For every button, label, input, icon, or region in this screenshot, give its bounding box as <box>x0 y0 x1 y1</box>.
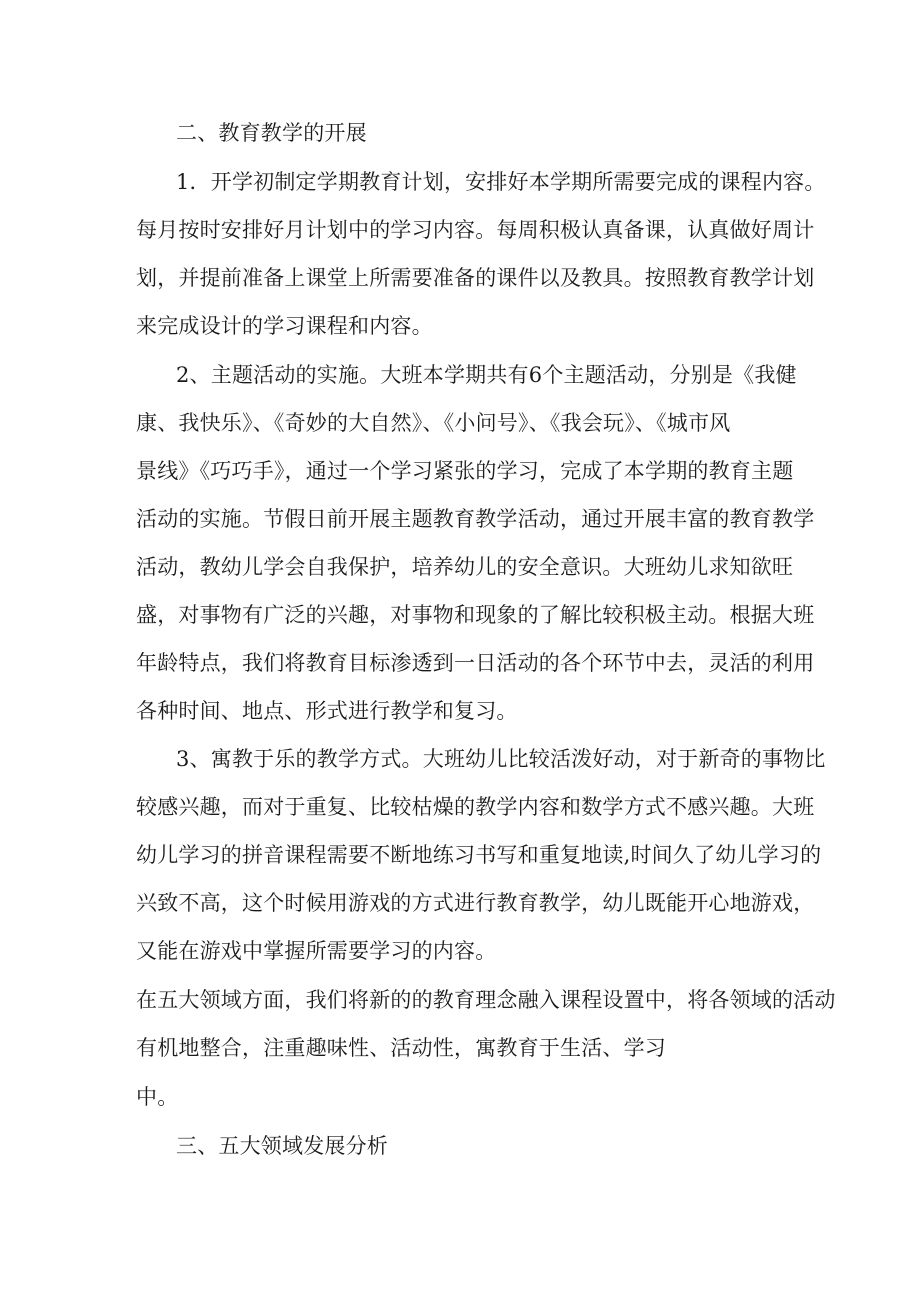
section-heading-2: 二、教育教学的开展 <box>176 121 367 145</box>
paragraph-3-line-3: 幼儿学习的拼音课程需要不断地练习书写和重复地读,时间久了幼儿学习的 <box>136 843 822 867</box>
paragraph-2-line-6: 盛，对事物有广泛的兴趣，对事物和现象的了解比较积极主动。根据大班 <box>136 603 815 627</box>
paragraph-3-line-4: 兴致不高，这个时候用游戏的方式进行教育教学，幼儿既能开心地游戏， <box>136 891 815 915</box>
paragraph-2-line-7: 年龄特点，我们将教育目标渗透到一日活动的各个环节中去，灵活的利用 <box>136 651 815 675</box>
paragraph-4-line-2: 有机地整合，注重趣味性、活动性，寓教育于生活、学习 <box>136 1036 666 1060</box>
paragraph-2-line-8: 各种时间、地点、形式进行教学和复习。 <box>136 699 518 723</box>
section-heading-3: 三、五大领域发展分析 <box>176 1134 388 1158</box>
paragraph-2-line-3: 景线》《巧巧手》，通过一个学习紧张的学习，完成了本学期的教育主题 <box>136 459 794 483</box>
paragraph-1-line-1: 1．开学初制定学期教育计划，安排好本学期所需要完成的课程内容。 <box>176 170 826 194</box>
paragraph-1-line-4: 来完成设计的学习课程和内容。 <box>136 314 433 338</box>
paragraph-4-line-3: 中。 <box>136 1085 179 1109</box>
paragraph-2-line-2: 康、我快乐》、《奇妙的大自然》、《小问号》、《我会玩》、《城市风 <box>136 411 731 435</box>
paragraph-2-line-1: 2、主题活动的实施。大班本学期共有6个主题活动，分别是《我健 <box>176 363 797 387</box>
paragraph-3-line-2: 较感兴趣，而对于重复、比较枯燥的教学内容和数学方式不感兴趣。大班 <box>136 795 815 819</box>
paragraph-2-line-5: 活动，教幼儿学会自我保护，培养幼儿的安全意识。大班幼儿求知欲旺 <box>136 555 794 579</box>
paragraph-2-line-4: 活动的实施。节假日前开展主题教育教学活动，通过开展丰富的教育教学 <box>136 507 815 531</box>
paragraph-4-line-1: 在五大领域方面，我们将新的的教育理念融入课程设置中，将各领域的活动 <box>136 988 836 1012</box>
paragraph-3-line-1: 3、寓教于乐的教学方式。大班幼儿比较活泼好动，对于新奇的事物比 <box>176 747 826 771</box>
paragraph-1-line-3: 划，并提前准备上课堂上所需要准备的课件以及教具。按照教育教学计划 <box>136 266 815 290</box>
paragraph-1-line-2: 每月按时安排好月计划中的学习内容。每周积极认真备课，认真做好周计 <box>136 218 815 242</box>
paragraph-3-line-5: 又能在游戏中掌握所需要学习的内容。 <box>136 939 497 963</box>
